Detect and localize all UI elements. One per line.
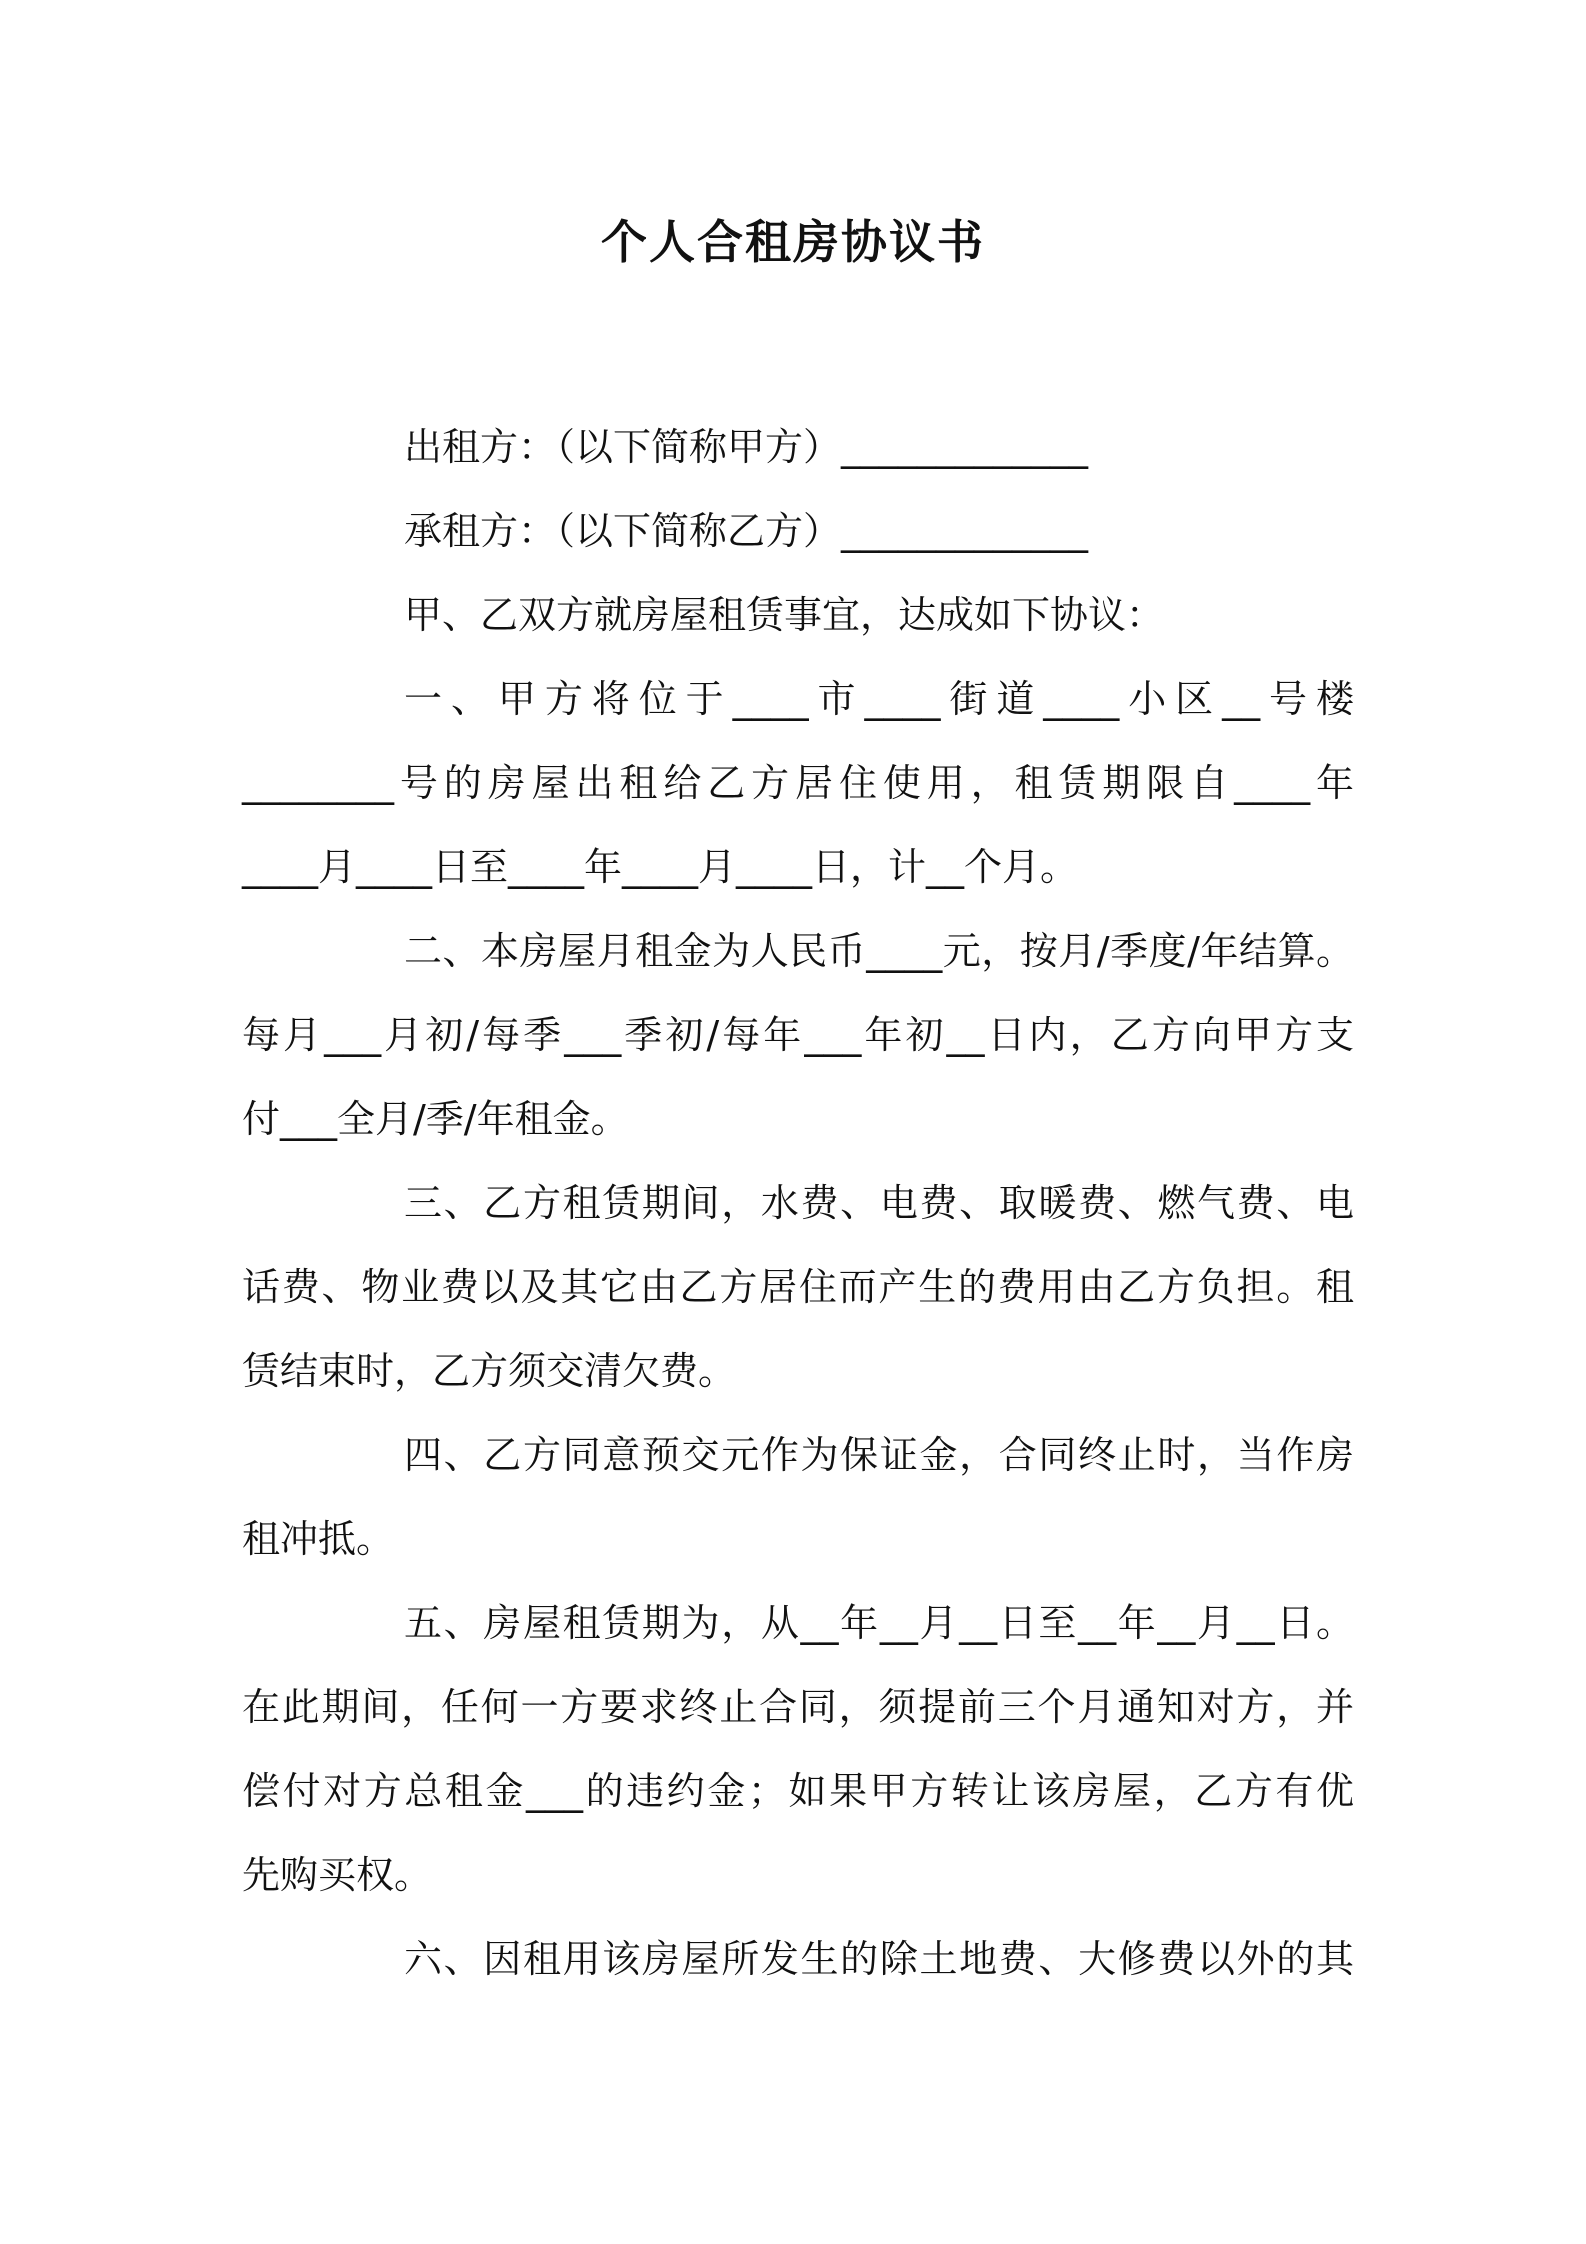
document-line: 五、房屋租赁期为，从__年__月__日至__年__月__日。 xyxy=(404,1601,1354,1645)
document-line: ____月____日至____年____月____日，计__个月。 xyxy=(242,845,1079,889)
document-line: 出租方：（以下简称甲方）_____________ xyxy=(404,425,1089,469)
document-line: 六、因租用该房屋所发生的除土地费、大修费以外的其 xyxy=(404,1937,1354,1981)
document-line: ________号的房屋出租给乙方居住使用，租赁期限自____年 xyxy=(242,761,1354,805)
document-line: 先购买权。 xyxy=(242,1853,433,1897)
document-body xyxy=(242,405,1354,2001)
document-line: 付___全月/季/年租金。 xyxy=(242,1097,629,1141)
document-line: 承租方：（以下简称乙方）_____________ xyxy=(404,509,1089,553)
document-line: 甲、乙双方就房屋租赁事宜，达成如下协议： xyxy=(404,593,1165,637)
document-line: 三、乙方租赁期间，水费、电费、取暖费、燃气费、电 xyxy=(404,1181,1354,1225)
document-line: 话费、物业费以及其它由乙方居住而产生的费用由乙方负担。租 xyxy=(242,1265,1354,1309)
document-line: 每月___月初/每季___季初/每年___年初__日内，乙方向甲方支 xyxy=(242,1013,1354,1057)
document-line: 在此期间，任何一方要求终止合同，须提前三个月通知对方，并 xyxy=(242,1685,1354,1729)
document-line: 偿付对方总租金___的违约金；如果甲方转让该房屋，乙方有优 xyxy=(242,1769,1354,1813)
document-line: 赁结束时，乙方须交清欠费。 xyxy=(242,1349,737,1393)
document-line: 租冲抵。 xyxy=(242,1517,395,1561)
document-line: 二、本房屋月租金为人民币____元，按月/季度/年结算。 xyxy=(404,929,1354,973)
document-line: 四、乙方同意预交元作为保证金，合同终止时，当作房 xyxy=(404,1433,1354,1477)
document-title: 个人合租房协议书 xyxy=(601,215,985,269)
document-line: 一、甲方将位于____市____街道____小区__号楼 xyxy=(404,677,1354,721)
